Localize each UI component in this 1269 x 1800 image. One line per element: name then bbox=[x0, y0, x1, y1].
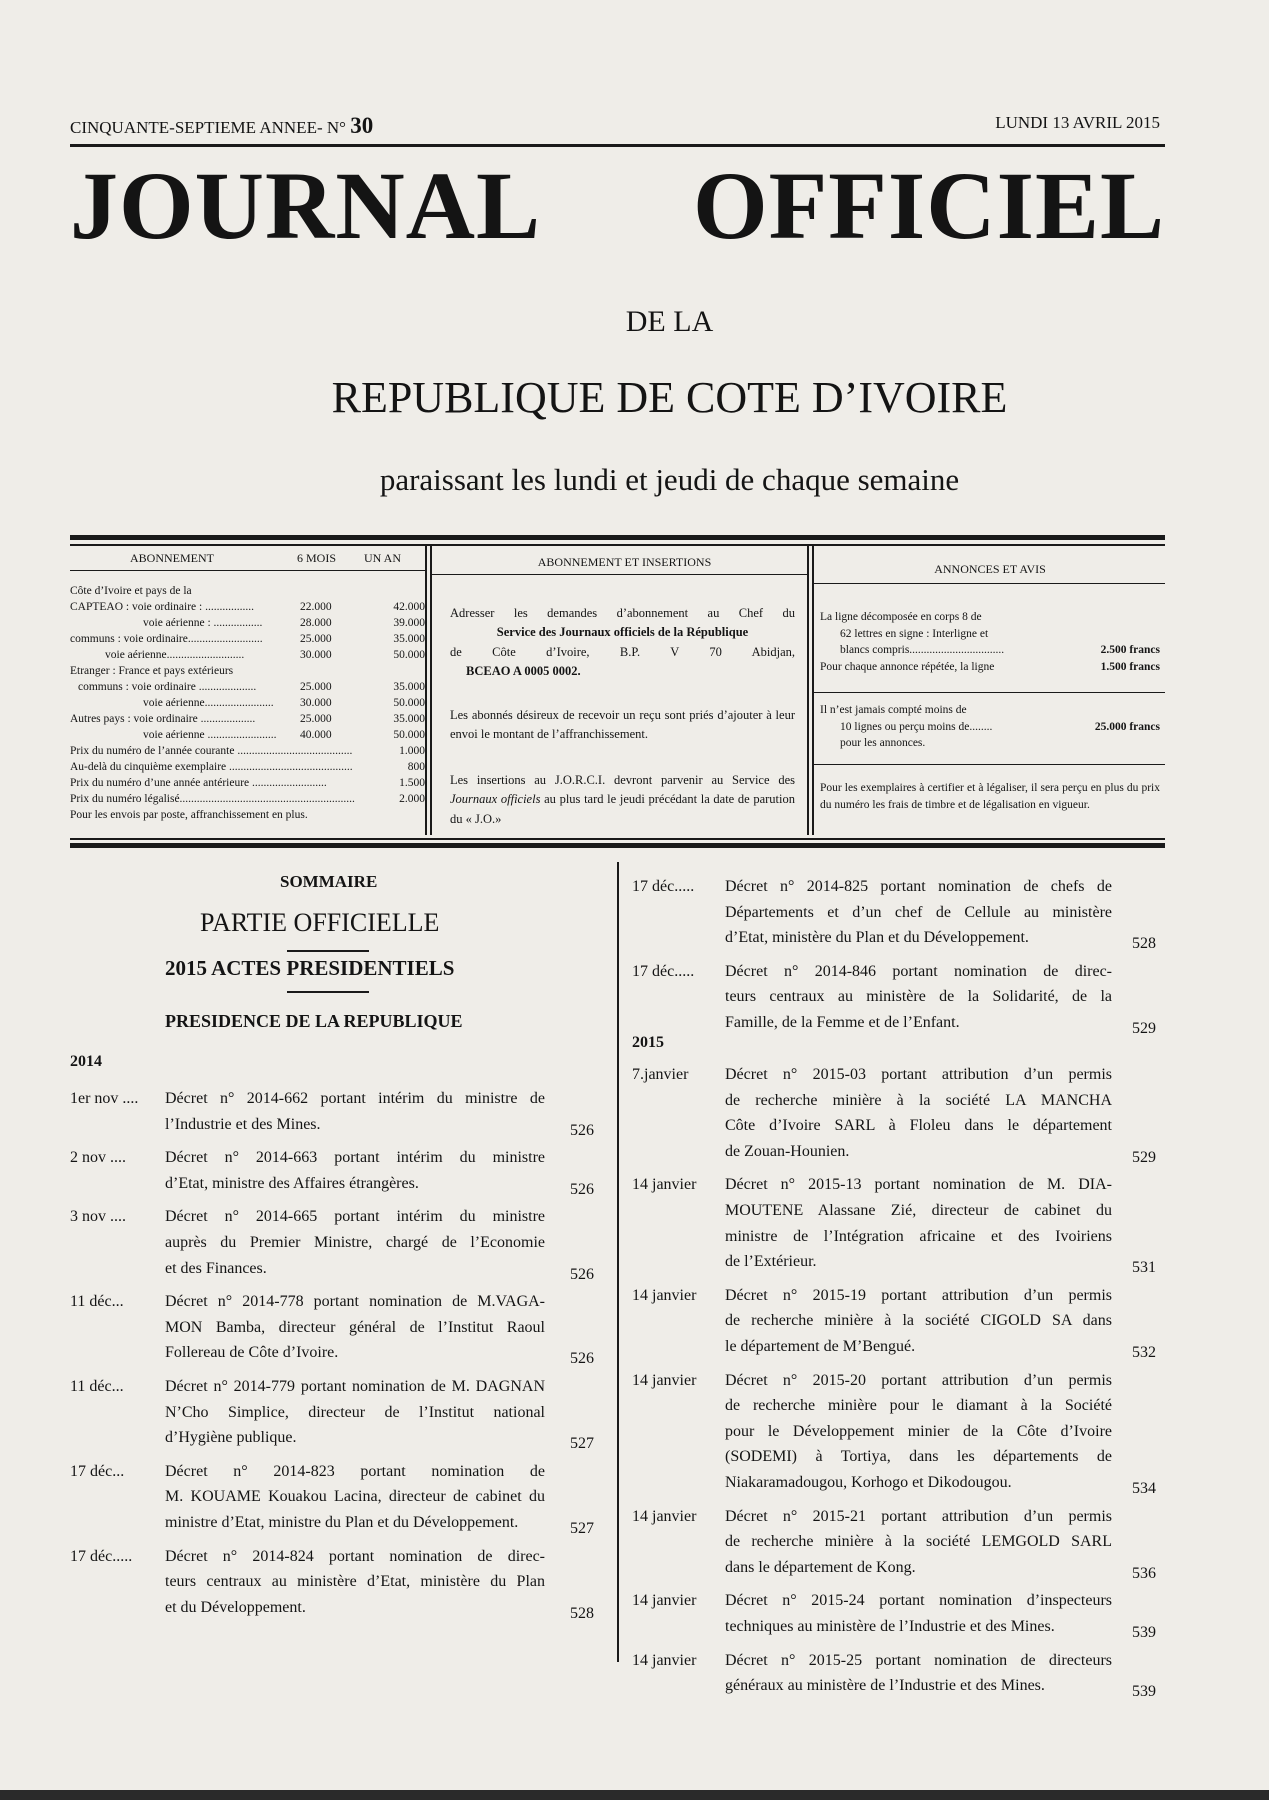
toc-entry-date: 14 janvier bbox=[632, 1176, 697, 1194]
toc-entry-title-line: M. KOUAME Kouakou Lacina, directeur de cabinet du bbox=[165, 1488, 545, 1506]
toc-entry-title-line: Décret n° 2015-03 portant attribution d’un permis bbox=[725, 1066, 1112, 1083]
toc-entry-title-line: Follereau de Côte d’Ivoire. bbox=[165, 1344, 339, 1362]
page-bottom-edge bbox=[0, 1790, 1269, 1800]
toc-entry-title-line: Décret n° 2014-665 portant intérim du ministre bbox=[165, 1208, 545, 1226]
price-row-value: 1.000 bbox=[399, 745, 425, 757]
toc-entry-title-line: de recherche minière pour le diamant à la Société bbox=[725, 1397, 1112, 1415]
toc-entry-title-line: N’Cho Simplice, directeur de l’Institut national bbox=[165, 1403, 545, 1421]
box-divider-1b bbox=[430, 545, 432, 835]
toc-entry-title-line: Niakaramadougou, Korhogo et Dikodougou. bbox=[725, 1473, 1012, 1491]
subscription-6mois-value: 25.000 bbox=[300, 681, 332, 693]
toc-entry bbox=[70, 1459, 605, 1536]
toc-entry-title-line: de l’Extérieur. bbox=[725, 1253, 817, 1271]
annonces-rule-1 bbox=[813, 692, 1165, 693]
price-row-label: Prix du numéro de l’année courante ........................................ bbox=[70, 745, 353, 757]
subscription-row bbox=[70, 728, 425, 744]
toc-entry-title-line: Décret n° 2014-779 portant nomination de M. DAGNAN bbox=[165, 1378, 545, 1395]
price-row bbox=[70, 776, 425, 792]
toc-entry-date: 2 nov .... bbox=[70, 1149, 126, 1167]
toc-entry bbox=[70, 1544, 605, 1621]
toc-entry-title-line: MON Bamba, directeur général de l’Institut Raoul bbox=[165, 1318, 545, 1336]
inserts-heading-rule bbox=[431, 574, 807, 575]
toc-entry-title-line: Décret n° 2014-663 portant intérim du ministre bbox=[165, 1149, 545, 1167]
subscription-row bbox=[70, 648, 425, 664]
toc-entry-page: 526 bbox=[570, 1180, 594, 1198]
toc-entry-title-line: généraux au ministère de l’Industrie et des Mines. bbox=[725, 1677, 1045, 1695]
header-rule bbox=[70, 144, 1165, 147]
toc-entry-title-line: et du Développement. bbox=[165, 1598, 306, 1616]
masthead-word-journal: JOURNAL bbox=[70, 152, 542, 259]
toc-entry-page: 527 bbox=[570, 1519, 594, 1537]
toc-entry-title-line: ministre d’Etat, ministre du Plan et du Développement. bbox=[165, 1513, 519, 1531]
inserts-p1-line-c: de Côte d’Ivoire, B.P. V 70 Abidjan, bbox=[450, 644, 795, 659]
inserts-heading: ABONNEMENT ET INSERTIONS bbox=[537, 555, 712, 569]
issue-number: 30 bbox=[350, 113, 374, 138]
subscription-6mois-value: 25.000 bbox=[300, 713, 332, 725]
box-bottom-rule-thin bbox=[70, 838, 1165, 840]
box-top-rule-thin bbox=[70, 544, 1165, 546]
toc-entry-title-line: Décret n° 2015-25 portant nomination de directeurs bbox=[725, 1651, 1112, 1669]
toc-entry-date: 17 déc... bbox=[70, 1462, 125, 1480]
subscription-row-label: voie aérienne ........................ bbox=[143, 729, 277, 741]
toc-entry bbox=[632, 1368, 1167, 1496]
sommaire-title: SOMMAIRE bbox=[280, 872, 378, 891]
toc-entry-title-line: Décret n° 2014-824 portant nomination de direc- bbox=[165, 1547, 545, 1565]
price-row-value: 1.500 bbox=[399, 777, 425, 789]
masthead-title bbox=[70, 152, 1165, 259]
toc-entry bbox=[70, 1204, 605, 1281]
subscription-unan-value: 35.000 bbox=[393, 681, 425, 693]
subscription-unan: UN AN bbox=[364, 551, 402, 565]
toc-entry bbox=[70, 1289, 605, 1366]
toc-entry-title-line: de recherche minière à la société LEMGOLD SARL bbox=[725, 1533, 1112, 1551]
subscription-table bbox=[70, 584, 425, 824]
price-row bbox=[70, 792, 425, 808]
subscription-row bbox=[70, 632, 425, 648]
toc-entry-date: 14 janvier bbox=[632, 1592, 697, 1610]
subscription-row-label: voie aérienne........................... bbox=[105, 649, 245, 661]
toc-entry-title-line: Décret n° 2014-662 portant intérim du ministre de bbox=[165, 1090, 545, 1107]
toc-entry-date: 14 janvier bbox=[632, 1286, 697, 1304]
toc-entry-title-line: Décret n° 2014-778 portant nomination de M.VAGA- bbox=[165, 1293, 545, 1311]
issue-date: LUNDI 13 AVRIL 2015 bbox=[995, 113, 1160, 132]
toc-entry-title-line: d’Etat, ministère du Plan et du Développement. bbox=[725, 929, 1029, 947]
toc-entry-date: 14 janvier bbox=[632, 1371, 697, 1389]
inserts-p3-a: Les insertions au J.O.R.C.I. devront parvenir au Service des bbox=[450, 773, 795, 787]
toc-entry-date: 7.janvier bbox=[632, 1066, 689, 1083]
annonces-line-4 bbox=[820, 659, 1160, 676]
inserts-paragraph-2: Les abonnés désireux de recevoir un reçu sont priés d’ajouter à leur envoi le montant de l’affranchissement. bbox=[450, 708, 795, 742]
toc-entry-title-line: et des Finances. bbox=[165, 1259, 267, 1277]
toc-entry-title-line: Décret n° 2014-825 portant nomination de chefs de bbox=[725, 878, 1112, 895]
subscription-unan-value: 50.000 bbox=[393, 649, 425, 661]
annonces-heading: ANNONCES ET AVIS bbox=[934, 562, 1046, 576]
toc-entry-page: 539 bbox=[1132, 1623, 1156, 1641]
subscription-row-label: communs : voie ordinaire .................... bbox=[78, 681, 257, 693]
subscription-row bbox=[70, 600, 425, 616]
subscription-row-label: voie aérienne........................ bbox=[143, 697, 274, 709]
subscription-6mois-value: 40.000 bbox=[300, 729, 332, 741]
toc-entry bbox=[632, 1504, 1167, 1581]
issue-label bbox=[70, 113, 373, 139]
toc-entry-page: 539 bbox=[1132, 1683, 1156, 1701]
subscription-row bbox=[70, 584, 425, 600]
toc-entry-date: 14 janvier bbox=[632, 1651, 697, 1669]
toc-entry-title-line: d’Etat, ministre des Affaires étrangères. bbox=[165, 1174, 419, 1192]
toc-entry-title-line: Décret n° 2015-21 portant attribution d’un permis bbox=[725, 1507, 1112, 1525]
annonces-price-minimum: 25.000 francs bbox=[1094, 720, 1160, 733]
toc-entry-title-line: pour le Développement minier de la Côte d’Ivoire bbox=[725, 1422, 1112, 1440]
toc-entry bbox=[632, 1062, 1167, 1164]
annonces-line-3-text: blancs compris................................. bbox=[840, 644, 1005, 657]
toc-entry-title-line: Décret n° 2015-24 portant nomination d’inspecteurs bbox=[725, 1592, 1112, 1610]
toc-entry-title-line: d’Hygiène publique. bbox=[165, 1429, 297, 1447]
price-row-label: Au-delà du cinquième exemplaire ........................................... bbox=[70, 761, 353, 773]
masthead-tagline: paraissant les lundi et jeudi de chaque semaine bbox=[379, 462, 960, 497]
subscription-row-label: CAPTEAO : voie ordinaire : ................. bbox=[70, 601, 254, 613]
toc-entry-page: 529 bbox=[1132, 1148, 1156, 1166]
price-row-value: 2.000 bbox=[399, 793, 425, 805]
subscription-6mois-value: 25.000 bbox=[300, 633, 332, 645]
subscription-row bbox=[70, 664, 425, 680]
inserts-p1-line-b: Service des Journaux officiels de la République bbox=[496, 625, 749, 640]
annonces-line-6-text: 10 lignes ou perçu moins de........ bbox=[840, 720, 993, 733]
toc-entry-page: 527 bbox=[570, 1435, 594, 1453]
annonces-line-6 bbox=[820, 719, 1160, 736]
year-2014: 2014 bbox=[70, 1053, 102, 1070]
box-divider-1 bbox=[425, 545, 427, 835]
subscription-row bbox=[70, 696, 425, 712]
subscription-6mois: 6 MOIS bbox=[297, 551, 337, 565]
price-row-label: Prix du numéro d’une année antérieure .......................... bbox=[70, 777, 327, 789]
toc-entry-title-line: Côte d’Ivoire SARL à Floleu dans le département bbox=[725, 1117, 1112, 1135]
subscription-row bbox=[70, 712, 425, 728]
annonces-line-4-text: Pour chaque annonce répétée, la ligne bbox=[820, 661, 995, 674]
price-row bbox=[70, 760, 425, 776]
price-row-value: 800 bbox=[407, 761, 425, 773]
actes-rule bbox=[287, 991, 369, 993]
toc-entry-title-line: de Zouan-Hounien. bbox=[725, 1142, 850, 1160]
annonces-line-5: Il n’est jamais compté moins de bbox=[820, 704, 967, 716]
price-row bbox=[70, 744, 425, 760]
subscription-unan-value: 42.000 bbox=[393, 601, 425, 613]
subscription-heading-rule bbox=[70, 570, 425, 571]
toc-entry bbox=[632, 1588, 1167, 1639]
toc-entry-title-line: Décret n° 2014-846 portant nomination de direc- bbox=[725, 962, 1112, 980]
toc-entry-title-line: Décret n° 2015-13 portant nomination de M. DIA- bbox=[725, 1176, 1112, 1194]
annonces-line-1: La ligne décomposée en corps 8 de bbox=[820, 611, 982, 623]
subscription-6mois-value: 30.000 bbox=[300, 649, 332, 661]
subscription-unan-value: 39.000 bbox=[393, 617, 425, 629]
toc-entry-date: 3 nov .... bbox=[70, 1208, 126, 1226]
box-top-rule bbox=[70, 535, 1165, 540]
subscription-row-label: Côte d’Ivoire et pays de la bbox=[70, 585, 192, 597]
toc-entry-date: 17 déc..... bbox=[632, 962, 695, 980]
partie-officielle: PARTIE OFFICIELLE bbox=[200, 908, 440, 937]
toc-entry-page: 531 bbox=[1132, 1259, 1156, 1277]
toc-entry-page: 526 bbox=[570, 1265, 594, 1283]
issue-text: CINQUANTE-SEPTIEME ANNEE- N° bbox=[70, 118, 346, 137]
subscription-unan-value: 50.000 bbox=[393, 697, 425, 709]
toc-entry-title-line: (SODEMI) à Tortiya, dans les départements de bbox=[725, 1448, 1112, 1466]
toc-entry bbox=[632, 959, 1167, 1036]
toc-entry-page: 528 bbox=[1132, 935, 1156, 953]
subscription-6mois-value: 30.000 bbox=[300, 697, 332, 709]
toc-entry-title-line: Décret n° 2015-20 portant attribution d’un permis bbox=[725, 1371, 1112, 1389]
subscription-row-label: voie aérienne : ................. bbox=[143, 617, 263, 629]
subscription-6mois-value: 22.000 bbox=[300, 601, 332, 613]
toc-entry bbox=[632, 1283, 1167, 1360]
annonces-line-2: 62 lettres en signe : Interligne et bbox=[840, 627, 989, 640]
toc-entry-title-line: Famille, de la Femme et de l’Enfant. bbox=[725, 1013, 960, 1031]
toc-entry-date: 1er nov .... bbox=[70, 1090, 139, 1107]
annonces-price-repeat: 1.500 francs bbox=[1100, 661, 1160, 674]
toc-entry bbox=[632, 874, 1167, 951]
toc-entry-title-line: auprès du Premier Ministre, chargé de l’Economie bbox=[165, 1233, 545, 1251]
box-bottom-rule bbox=[70, 843, 1165, 848]
inserts-paragraph-1 bbox=[450, 604, 795, 682]
toc-entry-title-line: Départements et d’un chef de Cellule au ministère bbox=[725, 903, 1112, 921]
subscription-row-label: Etranger : France et pays extérieurs bbox=[70, 665, 234, 677]
inserts-p3-c: au plus tard le jeudi précédant la date de parution du « J.O.» bbox=[450, 792, 796, 826]
subscription-row-label: Autres pays : voie ordinaire ................... bbox=[70, 713, 256, 725]
inserts-paragraph-3 bbox=[450, 771, 795, 829]
toc-entry-title-line: MOUTENE Alassane Zié, directeur de cabinet du bbox=[725, 1201, 1112, 1219]
toc-entry-date: 11 déc... bbox=[70, 1293, 124, 1311]
toc-entry-title-line: techniques au ministère de l’Industrie et des Mines. bbox=[725, 1617, 1055, 1635]
toc-entry-date: 17 déc..... bbox=[632, 878, 695, 895]
masthead-word-officiel: OFFICIEL bbox=[692, 152, 1165, 259]
annonces-line-8: Pour les exemplaires à certifier et à légaliser, il sera perçu en plus du prix du numéro les frais de timbre et de légalisation en vigueur. bbox=[820, 782, 1160, 811]
toc-entry-page: 529 bbox=[1132, 1019, 1156, 1037]
masthead-dela: DE LA bbox=[625, 305, 714, 338]
presidence-heading: PRESIDENCE DE LA REPUBLIQUE bbox=[165, 1011, 463, 1031]
inserts-p1-line-a: Adresser les demandes d’abonnement au Chef du bbox=[450, 606, 795, 620]
annonces-rule-2 bbox=[813, 764, 1165, 765]
annonces-price-line: 2.500 francs bbox=[1100, 644, 1160, 657]
inserts-p3-b: Journaux officiels bbox=[450, 792, 541, 807]
partie-rule bbox=[287, 950, 369, 952]
toc-entry-page: 532 bbox=[1132, 1343, 1156, 1361]
annonces-line-3 bbox=[820, 642, 1160, 659]
annonces-heading-rule bbox=[813, 583, 1165, 584]
toc-entry-title-line: de recherche minière à la société CIGOLD SA dans bbox=[725, 1312, 1112, 1330]
toc-entry-date: 17 déc..... bbox=[70, 1547, 133, 1565]
toc-entry bbox=[632, 1648, 1167, 1699]
toc-entry-title-line: le département de M’Bengué. bbox=[725, 1337, 916, 1355]
actes-presidentiels: 2015 ACTES PRESIDENTIELS bbox=[165, 956, 455, 980]
toc-entry bbox=[70, 1374, 605, 1451]
toc-entry bbox=[70, 1145, 605, 1196]
toc-entry-title-line: l’Industrie et des Mines. bbox=[165, 1115, 321, 1133]
subscription-unan-value: 50.000 bbox=[393, 729, 425, 741]
postal-note: Pour les envois par poste, affranchissement en plus. bbox=[70, 809, 308, 821]
toc-entry bbox=[632, 1172, 1167, 1277]
annonces-line-7: pour les annonces. bbox=[840, 737, 926, 750]
toc-entry-title-line: ministre de l’Intégration africaine et des Ivoiriens bbox=[725, 1227, 1112, 1245]
toc-entry-page: 536 bbox=[1132, 1564, 1156, 1582]
price-row-label: Prix du numéro légalisé............................................................. bbox=[70, 793, 355, 805]
subscription-row-label: communs : voie ordinaire.......................... bbox=[70, 633, 263, 645]
subscription-row bbox=[70, 680, 425, 696]
toc-entry bbox=[70, 1086, 605, 1137]
box-divider-2b bbox=[812, 545, 814, 835]
box-divider-2 bbox=[807, 545, 809, 835]
subscription-6mois-value: 28.000 bbox=[300, 617, 332, 629]
subscription-unan-value: 35.000 bbox=[393, 713, 425, 725]
subscription-row bbox=[70, 616, 425, 632]
subscription-heading: ABONNEMENT bbox=[130, 551, 214, 565]
toc-entry-title-line: Décret n° 2015-19 portant attribution d’un permis bbox=[725, 1286, 1112, 1304]
toc-entry-title-line: teurs centraux au ministère de la Solidarité, de la bbox=[725, 988, 1112, 1006]
toc-entry-title-line: de recherche minière à la société LA MANCHA bbox=[725, 1091, 1112, 1109]
masthead-republic: REPUBLIQUE DE COTE D’IVOIRE bbox=[331, 373, 1008, 422]
subscription-unan-value: 35.000 bbox=[393, 633, 425, 645]
annonces-minimum bbox=[820, 702, 1160, 752]
toc-entry-page: 526 bbox=[570, 1121, 594, 1139]
toc-entry-page: 534 bbox=[1132, 1479, 1156, 1497]
toc-entry-title-line: teurs centraux au ministère d’Etat, ministère du Plan bbox=[165, 1573, 545, 1591]
toc-entry-page: 528 bbox=[570, 1604, 594, 1622]
toc-column-divider bbox=[617, 862, 619, 1662]
toc-entry-date: 14 janvier bbox=[632, 1507, 697, 1525]
toc-entry-page: 526 bbox=[570, 1350, 594, 1368]
toc-entry-title-line: dans le département de Kong. bbox=[725, 1558, 916, 1576]
toc-entry-title-line: Décret n° 2014-823 portant nomination de bbox=[165, 1462, 545, 1480]
year-2015: 2015 bbox=[632, 1034, 664, 1051]
annonces-rates bbox=[820, 609, 1160, 676]
toc-entry-date: 11 déc... bbox=[70, 1378, 124, 1395]
inserts-p1-line-d: BCEAO A 0005 0002. bbox=[466, 664, 581, 679]
